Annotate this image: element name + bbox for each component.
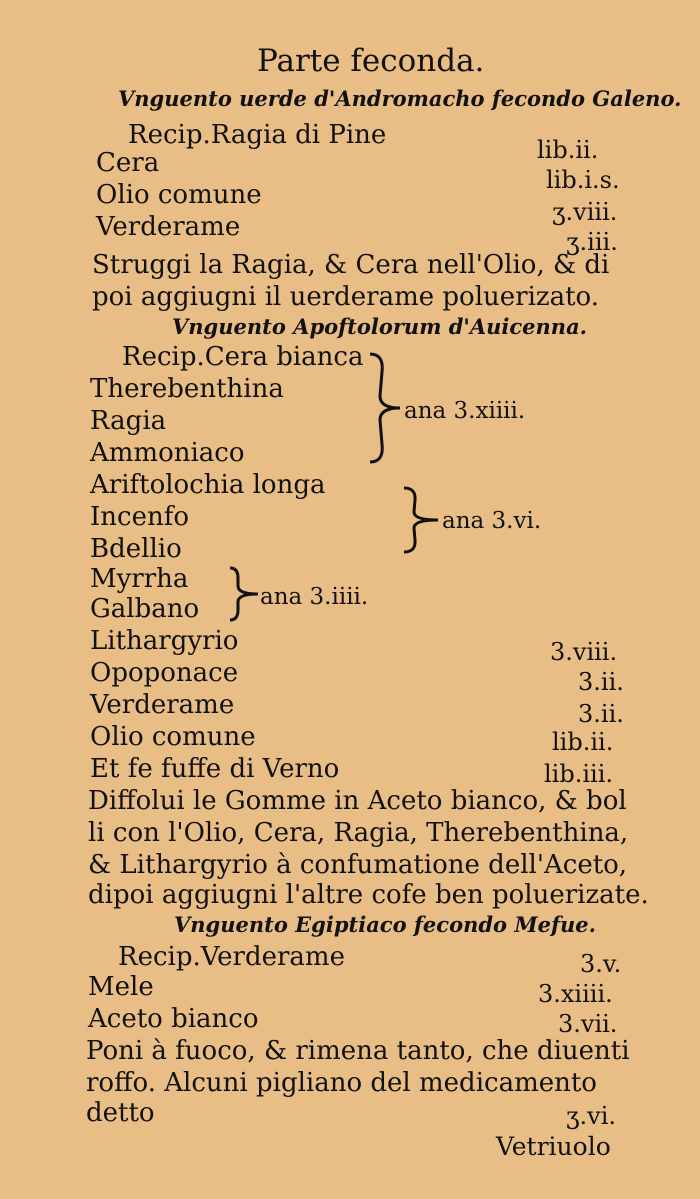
quantity: 3.v. — [580, 950, 622, 978]
ingredient-line: Cera — [96, 148, 160, 178]
instruction-line: roffo. Alcuni pigliano del medicamento — [86, 1068, 597, 1098]
section-title: Vnguento Apoftolorum d'Auicenna. — [172, 314, 587, 339]
section-title: Vnguento Egiptiaco fecondo Mefue. — [174, 912, 596, 937]
quantity: 3.vii. — [558, 1010, 618, 1038]
ingredient-line: Lithargyrio — [90, 626, 239, 656]
ingredient-line: Recip.Ragia di Pine — [128, 120, 387, 150]
quantity: lib.ii. — [552, 728, 614, 756]
ingredient-line: Olio comune — [90, 722, 256, 752]
instruction-line: Poni à fuoco, & rimena tanto, che diuenti — [86, 1036, 630, 1066]
ingredient-line: Ragia — [90, 406, 167, 436]
ingredient-line: Recip.Cera bianca — [122, 342, 364, 372]
quantity: ʒ.vi. — [566, 1102, 617, 1130]
catchword: Vetriuolo — [496, 1132, 611, 1161]
curly-brace-icon — [228, 566, 260, 622]
section-title: Vnguento uerde d'Andromacho fecondo Galeno. — [118, 86, 682, 111]
instruction-line: poi aggiugni il uerderame poluerizato. — [92, 282, 600, 312]
quantity: 3.viii. — [550, 638, 618, 666]
ingredient-line: Olio comune — [96, 180, 262, 210]
ingredient-line: Ammoniaco — [90, 438, 245, 468]
quantity: lib.iii. — [544, 760, 613, 788]
ingredient-line: Incenfo — [90, 502, 189, 532]
ingredient-line: Et fe fuffe di Verno — [90, 754, 340, 784]
ingredient-line: Recip.Verderame — [118, 942, 345, 972]
ingredient-line: Verderame — [96, 212, 241, 242]
instruction-line: Struggi la Ragia, & Cera nell'Olio, & di — [92, 250, 610, 280]
quantity: lib.ii. — [537, 136, 599, 164]
instruction-line: dipoi aggiugni l'altre cofe ben poluerizate. — [88, 880, 649, 910]
instruction-line: Diffolui le Gomme in Aceto bianco, & bol — [88, 786, 627, 816]
ingredient-line: Ariftolochia longa — [90, 470, 326, 500]
quantity: ʒ.viii. — [552, 198, 618, 226]
ingredient-line: Bdellio — [90, 534, 182, 564]
ana-quantity: ana 3.iiii. — [260, 584, 369, 610]
curly-brace-icon — [402, 484, 440, 556]
ingredient-line: Verderame — [90, 690, 235, 720]
quantity: 3.ii. — [578, 700, 624, 728]
instruction-line: & Lithargyrio à confumatione dell'Aceto, — [88, 850, 628, 880]
quantity: 3.ii. — [578, 668, 624, 696]
ingredient-line: Mele — [88, 972, 154, 1002]
page-header: Parte feconda. — [257, 43, 485, 79]
ana-quantity: ana 3.vi. — [442, 508, 542, 534]
quantity: lib.i.s. — [546, 166, 620, 194]
quantity: ʒ.iii. — [566, 228, 618, 256]
curly-brace-icon — [368, 350, 402, 466]
ana-quantity: ana 3.xiiii. — [404, 398, 526, 424]
ingredient-line: Opoponace — [90, 658, 239, 688]
ingredient-line: Aceto bianco — [88, 1004, 259, 1034]
ingredient-line: Myrrha — [90, 564, 189, 594]
instruction-line: detto — [86, 1098, 155, 1128]
instruction-line: li con l'Olio, Cera, Ragia, Therebenthina, — [88, 818, 629, 848]
quantity: 3.xiiii. — [538, 980, 613, 1008]
ingredient-line: Galbano — [90, 594, 200, 624]
ingredient-line: Therebenthina — [90, 374, 284, 404]
